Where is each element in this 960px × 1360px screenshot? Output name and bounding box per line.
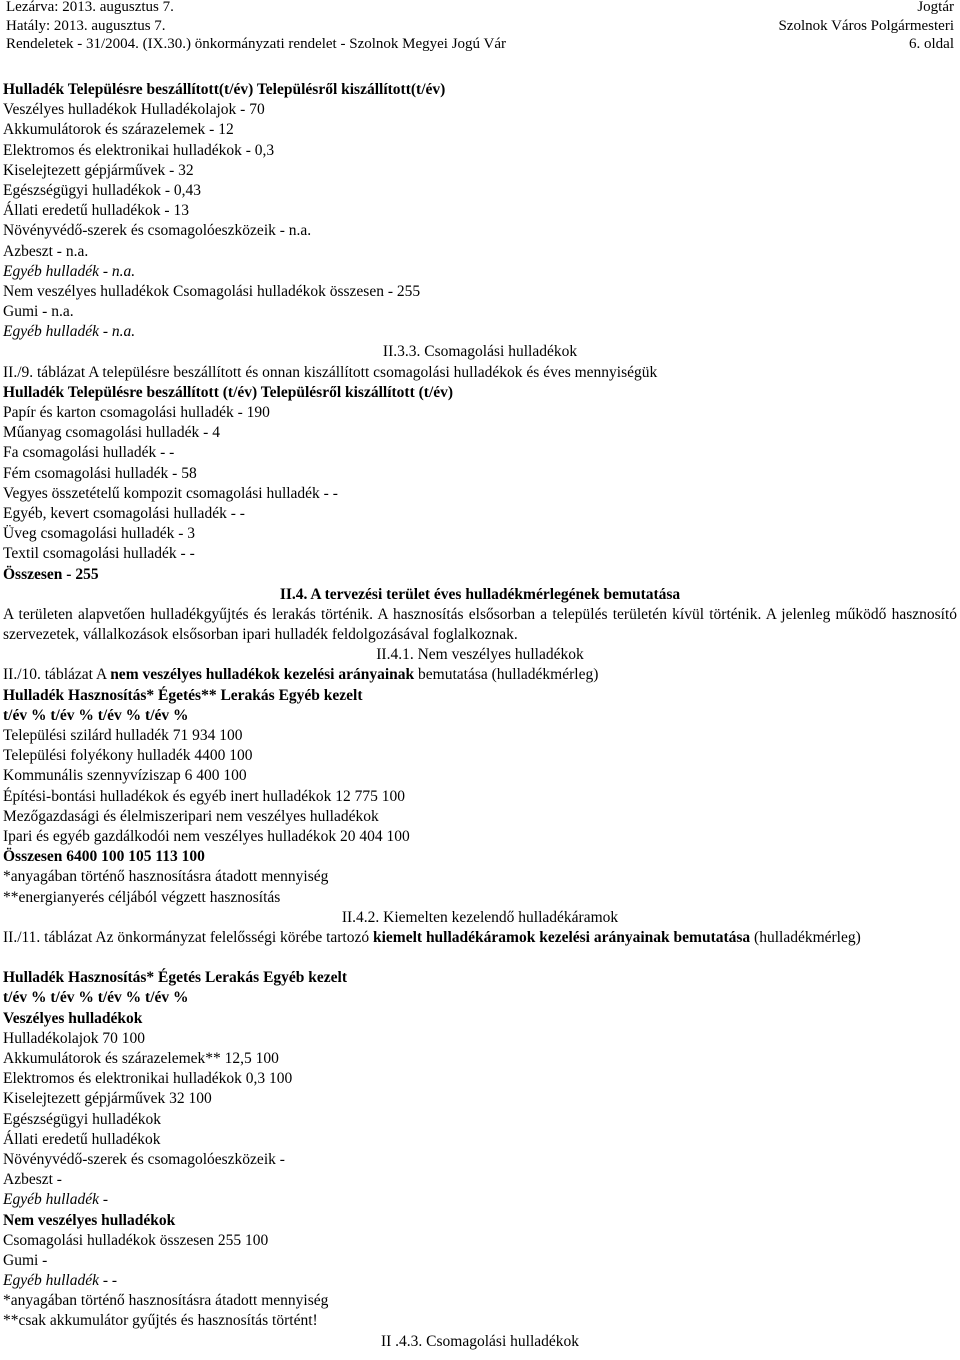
text-line: Hulladék Hasznosítás* Égetés Lerakás Egyéb kezelt <box>3 969 348 987</box>
text-line: Egészségügyi hulladékok - 0,43 <box>3 181 202 199</box>
text-line: Gumi - <box>3 1251 48 1269</box>
text-line: Települési folyékony hulladék 4400 100 <box>3 747 253 765</box>
text-line: II.3.3. Csomagolási hulladékok <box>382 343 578 361</box>
text-line: Egészségügyi hulladékok <box>3 1110 161 1128</box>
header-left <box>6 0 506 54</box>
text-line: Települési szilárd hulladék 71 934 100 <box>3 727 243 745</box>
text-line: **csak akkumulátor gyűjtés és hasznosítás történt! <box>3 1312 318 1330</box>
text-run: bemutatása (hulladékmérleg) <box>414 666 599 684</box>
text-line: Kiselejtezett gépjárművek 32 100 <box>3 1090 212 1108</box>
text-line: t/év % t/év % t/év % t/év % <box>3 989 189 1007</box>
text-line: Összesen 6400 100 105 113 100 <box>3 848 205 866</box>
text-line: Egyéb hulladék - <box>3 1191 109 1209</box>
text-line: Elektromos és elektronikai hulladékok - 0,3 <box>3 141 275 159</box>
text-line: Veszélyes hulladékok <box>3 1009 143 1027</box>
text-line: Műanyag csomagolási hulladék - 4 <box>3 424 220 442</box>
text-line: Hulladék Településre beszállított(t/év) Településről kiszállított(t/év) <box>3 81 446 98</box>
text-run: kiemelt hulladékáramok kezelési arányainak bemutatása <box>373 928 751 946</box>
text-line: Nem veszélyes hulladékok <box>3 1211 176 1229</box>
text-line: A területen alapvetően hulladékgyűjtés és lerakás történik. A hasznosítás elsősorban a település területén kívül történik. A jelenleg működő hasznosító szervezetek, vállalkozások elsősorban ipari hulladék feldolgozásával foglalkoznak. <box>3 605 957 644</box>
header-source: Jogtár <box>917 0 954 15</box>
text-line: Fa csomagolási hulladék - - <box>3 444 175 462</box>
text-line: Egyéb hulladék - n.a. <box>3 262 136 280</box>
text-line: Textil csomagolási hulladék - - <box>3 545 195 563</box>
text-run: nem veszélyes hulladékok kezelési arányainak <box>110 666 415 684</box>
text-line: Vegyes összetételű kompozit csomagolási hulladék - - <box>3 484 338 502</box>
text-line: Egyéb hulladék - n.a. <box>3 323 136 341</box>
text-line: II .4.3. Csomagolási hulladékok <box>380 1332 580 1350</box>
text-line: Állati eredetű hulladékok - 13 <box>3 202 189 220</box>
text-run: II./10. táblázat A <box>3 666 111 684</box>
text-line: Akkumulátorok és szárazelemek** 12,5 100 <box>3 1050 279 1068</box>
text-line: t/év % t/év % t/év % t/év % <box>3 706 189 724</box>
text-line: Papír és karton csomagolási hulladék - 190 <box>3 404 270 421</box>
text-line: Egyéb, kevert csomagolási hulladék - - <box>3 504 245 522</box>
text-line: Hulladék Hasznosítás* Égetés** Lerakás Egyéb kezelt <box>3 686 363 704</box>
text-line: Csomagolási hulladékok összesen 255 100 <box>3 1231 269 1249</box>
text-line: Egyéb hulladék - - <box>3 1272 118 1290</box>
text-run: II./11. táblázat Az önkormányzat felelősségi körébe tartozó <box>3 928 373 946</box>
text-line: Kiselejtezett gépjárművek - 32 <box>3 161 194 179</box>
text-line: Kommunális szennyvíziszap 6 400 100 <box>3 767 247 785</box>
text-line: II.4. A tervezési terület éves hulladékmérlegének bemutatása <box>279 585 681 603</box>
text-line: II.4.2. Kiemelten kezelendő hulladékáramok <box>341 908 619 926</box>
header-issuer: Szolnok Város Polgármesteri <box>778 17 954 34</box>
text-line: *anyagában történő hasznosításra átadott mennyiség <box>3 868 329 886</box>
text-line: Növényvédő-szerek és csomagolóeszközeik - n.a. <box>3 222 312 240</box>
text-line: Növényvédő-szerek és csomagolóeszközeik - <box>3 1150 285 1168</box>
text-line: II.4.1. Nem veszélyes hulladékok <box>376 646 584 664</box>
header-page-number: 6. oldal <box>909 36 954 52</box>
header-right <box>778 0 954 54</box>
text-line: Hulladékolajok 70 100 <box>3 1029 146 1047</box>
text-line: Mezőgazdasági és élelmiszeripari nem veszélyes hulladékok <box>3 807 379 825</box>
text-line <box>3 665 957 685</box>
text-line: Állati eredetű hulladékok <box>3 1130 161 1148</box>
text-line: Veszélyes hulladékok Hulladékolajok - 70 <box>3 101 265 119</box>
text-run: (hulladékmérleg) <box>750 928 861 946</box>
text-line: Elektromos és elektronikai hulladékok 0,3 100 <box>3 1070 293 1088</box>
document-body <box>3 80 957 1352</box>
text-line: *anyagában történő hasznosításra átadott mennyiség <box>3 1292 329 1310</box>
header-effective-date: Hatály: 2013. augusztus 7. <box>6 17 166 34</box>
text-line: Akkumulátorok és szárazelemek - 12 <box>3 121 234 139</box>
text-line <box>3 928 957 968</box>
text-line: Azbeszt - <box>3 1171 62 1189</box>
text-line: **energianyerés céljából végzett hasznosítás <box>3 888 281 906</box>
header-regulation-title: Rendeletek - 31/2004. (IX.30.) önkormányzati rendelet - Szolnok Megyei Jogú Vár <box>6 36 507 52</box>
text-line: Fém csomagolási hulladék - 58 <box>3 464 197 482</box>
page-header <box>3 0 957 58</box>
text-line: Ipari és egyéb gazdálkodói nem veszélyes hulladékok 20 404 100 <box>3 827 410 845</box>
text-line: Összesen - 255 <box>3 565 99 583</box>
header-closed-date: Lezárva: 2013. augusztus 7. <box>6 0 174 15</box>
text-line: Építési-bontási hulladékok és egyéb inert hulladékok 12 775 100 <box>3 787 406 805</box>
text-line: Üveg csomagolási hulladék - 3 <box>3 525 195 543</box>
text-line: Gumi - n.a. <box>3 303 74 321</box>
text-line: Hulladék Településre beszállított (t/év) Településről kiszállított (t/év) <box>3 383 454 401</box>
text-line: Nem veszélyes hulladékok Csomagolási hulladékok összesen - 255 <box>3 282 421 300</box>
text-line: Azbeszt - n.a. <box>3 242 89 260</box>
text-line: II./9. táblázat A településre beszállított és onnan kiszállított csomagolási hulladékok és éves mennyiségük <box>3 363 658 381</box>
